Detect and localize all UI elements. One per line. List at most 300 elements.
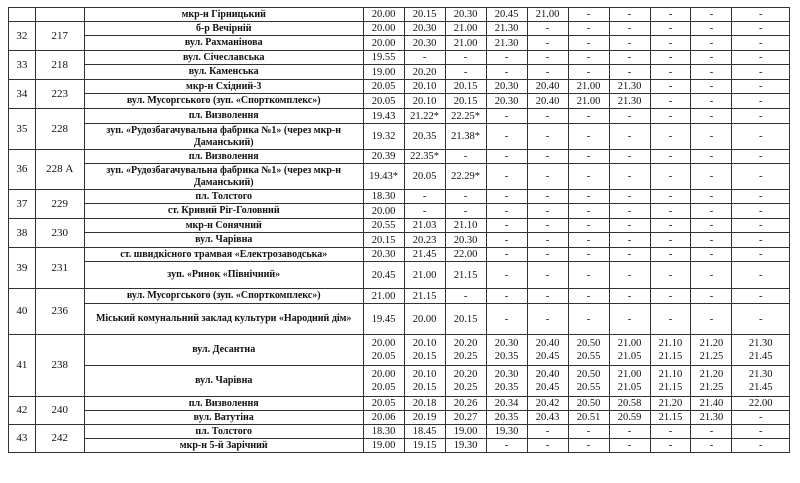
row-number: 33: [9, 51, 36, 80]
stop-name: мкр-н Гірницький: [84, 8, 363, 22]
departure-time: 20.00 20.05: [363, 366, 404, 397]
stop-name: ст. Кривий Ріг-Головний: [84, 204, 363, 219]
departure-time: -: [486, 304, 527, 335]
departure-time: -: [527, 51, 568, 65]
departure-time: -: [732, 304, 790, 335]
route-number: 218: [35, 51, 84, 80]
schedule-row: [9, 22, 790, 36]
departure-time: -: [650, 65, 691, 80]
route-number: [35, 8, 84, 22]
departure-time: 21.30: [486, 36, 527, 51]
row-number: 36: [9, 150, 36, 190]
departure-time: 21.00: [568, 94, 609, 109]
departure-time: -: [486, 51, 527, 65]
departure-time: -: [609, 51, 650, 65]
schedule-row: [9, 335, 790, 366]
departure-time: 21.45: [404, 248, 445, 262]
departure-time: -: [691, 150, 732, 164]
route-number: 238: [35, 335, 84, 397]
schedule-row: [9, 304, 790, 335]
departure-time: 20.30: [363, 248, 404, 262]
route-number: 223: [35, 80, 84, 109]
departure-time: -: [568, 204, 609, 219]
departure-time: -: [486, 439, 527, 453]
schedule-row: [9, 262, 790, 289]
departure-time: -: [732, 22, 790, 36]
departure-time: 19.43*: [363, 164, 404, 190]
departure-time: -: [486, 262, 527, 289]
departure-time: -: [568, 36, 609, 51]
departure-time: -: [445, 204, 486, 219]
departure-time: 20.42: [527, 397, 568, 411]
departure-time: -: [609, 439, 650, 453]
departure-time: -: [568, 124, 609, 150]
departure-time: -: [486, 219, 527, 233]
departure-time: -: [732, 248, 790, 262]
departure-time: 20.45: [363, 262, 404, 289]
departure-time: -: [609, 304, 650, 335]
departure-time: 21.30: [486, 22, 527, 36]
schedule-row: [9, 65, 790, 80]
departure-time: 20.18: [404, 397, 445, 411]
departure-time: 20.35: [486, 411, 527, 425]
stop-name: вул. Каменська: [84, 65, 363, 80]
departure-time: -: [650, 190, 691, 204]
departure-time: -: [609, 36, 650, 51]
departure-time: -: [732, 219, 790, 233]
departure-time: -: [650, 36, 691, 51]
stop-name: пл. Визволення: [84, 397, 363, 411]
departure-time: 19.00: [363, 439, 404, 453]
departure-time: 21.20 21.25: [691, 366, 732, 397]
departure-time: -: [732, 204, 790, 219]
departure-time: 20.15: [445, 304, 486, 335]
departure-time: -: [486, 248, 527, 262]
departure-time: 19.45: [363, 304, 404, 335]
departure-time: -: [609, 109, 650, 124]
stop-name: пл. Толстого: [84, 190, 363, 204]
departure-time: -: [732, 439, 790, 453]
departure-time: -: [609, 204, 650, 219]
departure-time: -: [445, 65, 486, 80]
stop-name: пл. Визволення: [84, 150, 363, 164]
departure-time: -: [650, 94, 691, 109]
departure-time: 20.20: [404, 65, 445, 80]
departure-time: 20.05: [363, 80, 404, 94]
departure-time: 20.30: [404, 36, 445, 51]
departure-time: -: [527, 65, 568, 80]
schedule-container: [8, 7, 790, 453]
schedule-body: [9, 8, 790, 453]
stop-name: ст. швидкісного трамвая «Електрозаводська»: [84, 248, 363, 262]
departure-time: -: [527, 150, 568, 164]
departure-time: -: [650, 80, 691, 94]
departure-time: 20.50 20.55: [568, 366, 609, 397]
departure-time: -: [691, 65, 732, 80]
departure-time: -: [650, 248, 691, 262]
schedule-row: [9, 109, 790, 124]
departure-time: -: [691, 262, 732, 289]
stop-name: мкр-н Сонячний: [84, 219, 363, 233]
departure-time: 19.43: [363, 109, 404, 124]
departure-time: -: [691, 80, 732, 94]
schedule-row: [9, 411, 790, 425]
departure-time: -: [486, 233, 527, 248]
stop-name: вул. Мусоргського (зуп. «Спорткомплекс»): [84, 94, 363, 109]
schedule-row: [9, 248, 790, 262]
departure-time: 20.06: [363, 411, 404, 425]
departure-time: -: [732, 109, 790, 124]
row-number: 38: [9, 219, 36, 248]
departure-time: 20.15: [445, 80, 486, 94]
row-number: 39: [9, 248, 36, 289]
departure-time: 20.30: [445, 233, 486, 248]
stop-name: вул. Рахманінова: [84, 36, 363, 51]
departure-time: -: [691, 304, 732, 335]
departure-time: -: [527, 219, 568, 233]
schedule-row: [9, 439, 790, 453]
departure-time: -: [650, 439, 691, 453]
departure-time: -: [527, 204, 568, 219]
departure-time: 20.10: [404, 80, 445, 94]
departure-time: -: [609, 190, 650, 204]
departure-time: 20.39: [363, 150, 404, 164]
departure-time: -: [691, 425, 732, 439]
departure-time: 21.10 21.15: [650, 335, 691, 366]
departure-time: 20.55: [363, 219, 404, 233]
departure-time: -: [732, 262, 790, 289]
stop-name: вул. Чарівна: [84, 233, 363, 248]
departure-time: -: [691, 94, 732, 109]
departure-time: -: [650, 289, 691, 304]
departure-time: -: [691, 36, 732, 51]
departure-time: -: [650, 22, 691, 36]
departure-time: 22.29*: [445, 164, 486, 190]
departure-time: 22.00: [445, 248, 486, 262]
departure-time: -: [732, 164, 790, 190]
departure-time: -: [527, 36, 568, 51]
departure-time: -: [486, 190, 527, 204]
departure-time: 21.30 21.45: [732, 366, 790, 397]
departure-time: -: [650, 164, 691, 190]
departure-time: 19.00: [363, 65, 404, 80]
departure-time: 20.30 20.35: [486, 335, 527, 366]
departure-time: 20.45: [486, 8, 527, 22]
departure-time: 20.20 20.25: [445, 366, 486, 397]
stop-name: зуп. «Рудозбагачувальна фабрика №1» (через мкр-н Даманський): [84, 164, 363, 190]
departure-time: 21.10 21.15: [650, 366, 691, 397]
route-number: 229: [35, 190, 84, 219]
schedule-row: [9, 80, 790, 94]
departure-time: -: [568, 262, 609, 289]
departure-time: -: [527, 22, 568, 36]
departure-time: 20.15: [363, 233, 404, 248]
departure-time: 21.22*: [404, 109, 445, 124]
departure-time: -: [650, 425, 691, 439]
departure-time: 20.10: [404, 94, 445, 109]
departure-time: 22.35*: [404, 150, 445, 164]
departure-time: 20.20 20.25: [445, 335, 486, 366]
stop-name: вул. Чарівна: [84, 366, 363, 397]
departure-time: -: [609, 150, 650, 164]
row-number: 37: [9, 190, 36, 219]
row-number: [9, 8, 36, 22]
departure-time: -: [732, 233, 790, 248]
departure-time: 21.15: [445, 262, 486, 289]
row-number: 34: [9, 80, 36, 109]
departure-time: -: [609, 425, 650, 439]
departure-time: 21.03: [404, 219, 445, 233]
departure-time: -: [609, 262, 650, 289]
departure-time: -: [691, 233, 732, 248]
departure-time: -: [732, 8, 790, 22]
departure-time: 21.30: [609, 94, 650, 109]
schedule-row: [9, 204, 790, 219]
route-number: 230: [35, 219, 84, 248]
departure-time: 21.00: [363, 289, 404, 304]
departure-time: 21.30 21.45: [732, 335, 790, 366]
departure-time: 20.00: [363, 22, 404, 36]
stop-name: вул. Десантна: [84, 335, 363, 366]
departure-time: -: [568, 425, 609, 439]
departure-time: -: [650, 233, 691, 248]
schedule-row: [9, 164, 790, 190]
departure-time: -: [568, 150, 609, 164]
departure-time: -: [568, 8, 609, 22]
departure-time: -: [691, 124, 732, 150]
departure-time: -: [568, 304, 609, 335]
departure-time: -: [691, 109, 732, 124]
departure-time: -: [691, 289, 732, 304]
departure-time: -: [568, 233, 609, 248]
departure-time: -: [568, 51, 609, 65]
schedule-row: [9, 94, 790, 109]
route-number: 231: [35, 248, 84, 289]
stop-name: вул. Січеславська: [84, 51, 363, 65]
departure-time: -: [732, 411, 790, 425]
row-number: 35: [9, 109, 36, 150]
departure-time: -: [568, 439, 609, 453]
row-number: 42: [9, 397, 36, 425]
schedule-row: [9, 366, 790, 397]
stop-name: Міський комунальний заклад культури «Народний дім»: [84, 304, 363, 335]
departure-time: -: [732, 124, 790, 150]
departure-time: 21.00 21.05: [609, 366, 650, 397]
route-number: 217: [35, 22, 84, 51]
row-number: 32: [9, 22, 36, 51]
departure-time: -: [486, 124, 527, 150]
departure-time: -: [732, 150, 790, 164]
departure-time: 20.58: [609, 397, 650, 411]
departure-time: -: [609, 8, 650, 22]
departure-time: -: [732, 94, 790, 109]
departure-time: -: [650, 219, 691, 233]
schedule-row: [9, 190, 790, 204]
departure-time: -: [568, 109, 609, 124]
bus-schedule-table: [8, 7, 790, 453]
schedule-row: [9, 150, 790, 164]
departure-time: 20.00: [363, 36, 404, 51]
departure-time: -: [732, 425, 790, 439]
departure-time: -: [527, 289, 568, 304]
departure-time: 22.00: [732, 397, 790, 411]
row-number: 43: [9, 425, 36, 453]
departure-time: 20.10 20.15: [404, 366, 445, 397]
departure-time: 20.40: [527, 94, 568, 109]
stop-name: вул. Мусоргського (зуп. «Спорткомплекс»): [84, 289, 363, 304]
departure-time: -: [732, 51, 790, 65]
schedule-row: [9, 289, 790, 304]
departure-time: -: [568, 65, 609, 80]
departure-time: 21.00: [445, 22, 486, 36]
departure-time: -: [445, 289, 486, 304]
departure-time: 20.26: [445, 397, 486, 411]
departure-time: 20.05: [404, 164, 445, 190]
departure-time: 20.51: [568, 411, 609, 425]
departure-time: -: [527, 248, 568, 262]
stop-name: мкр-н Східний-3: [84, 80, 363, 94]
departure-time: 21.15: [404, 289, 445, 304]
schedule-row: [9, 51, 790, 65]
departure-time: 20.40 20.45: [527, 366, 568, 397]
schedule-row: [9, 219, 790, 233]
departure-time: -: [486, 289, 527, 304]
departure-time: 19.15: [404, 439, 445, 453]
departure-time: 20.30: [486, 80, 527, 94]
departure-time: -: [486, 150, 527, 164]
departure-time: 20.00 20.05: [363, 335, 404, 366]
departure-time: 20.05: [363, 94, 404, 109]
departure-time: 21.30: [691, 411, 732, 425]
departure-time: 20.40: [527, 80, 568, 94]
departure-time: -: [568, 22, 609, 36]
departure-time: -: [650, 304, 691, 335]
departure-time: 20.00: [404, 304, 445, 335]
departure-time: -: [527, 233, 568, 248]
departure-time: 21.20: [650, 397, 691, 411]
schedule-row: [9, 425, 790, 439]
departure-time: -: [650, 204, 691, 219]
departure-time: -: [650, 8, 691, 22]
departure-time: -: [609, 248, 650, 262]
departure-time: 20.35: [404, 124, 445, 150]
departure-time: -: [404, 51, 445, 65]
departure-time: 20.15: [445, 94, 486, 109]
departure-time: -: [527, 164, 568, 190]
departure-time: -: [445, 150, 486, 164]
departure-time: -: [527, 304, 568, 335]
departure-time: -: [650, 124, 691, 150]
departure-time: 21.30: [609, 80, 650, 94]
departure-time: -: [732, 80, 790, 94]
departure-time: -: [691, 439, 732, 453]
departure-time: 18.30: [363, 190, 404, 204]
departure-time: 20.15: [404, 8, 445, 22]
departure-time: 21.10: [445, 219, 486, 233]
schedule-row: [9, 36, 790, 51]
departure-time: -: [650, 150, 691, 164]
departure-time: 20.23: [404, 233, 445, 248]
departure-time: 21.40: [691, 397, 732, 411]
departure-time: 21.00: [568, 80, 609, 94]
departure-time: 19.00: [445, 425, 486, 439]
departure-time: 21.00: [445, 36, 486, 51]
stop-name: б-р Вечірній: [84, 22, 363, 36]
departure-time: 20.05: [363, 397, 404, 411]
departure-time: -: [486, 109, 527, 124]
departure-time: 21.00 21.05: [609, 335, 650, 366]
departure-time: 21.20 21.25: [691, 335, 732, 366]
route-number: 228 А: [35, 150, 84, 190]
route-number: 236: [35, 289, 84, 335]
departure-time: -: [691, 164, 732, 190]
departure-time: -: [486, 164, 527, 190]
departure-time: -: [732, 65, 790, 80]
departure-time: -: [609, 65, 650, 80]
departure-time: -: [609, 164, 650, 190]
departure-time: 20.30: [486, 94, 527, 109]
departure-time: -: [568, 190, 609, 204]
departure-time: -: [527, 439, 568, 453]
departure-time: -: [527, 109, 568, 124]
departure-time: 18.45: [404, 425, 445, 439]
departure-time: -: [609, 289, 650, 304]
schedule-row: [9, 233, 790, 248]
departure-time: 22.25*: [445, 109, 486, 124]
departure-time: -: [527, 425, 568, 439]
departure-time: -: [568, 164, 609, 190]
route-number: 228: [35, 109, 84, 150]
departure-time: 19.30: [445, 439, 486, 453]
departure-time: -: [732, 289, 790, 304]
departure-time: -: [732, 36, 790, 51]
departure-time: -: [445, 51, 486, 65]
departure-time: -: [650, 109, 691, 124]
departure-time: 20.00: [363, 204, 404, 219]
departure-time: 21.15: [650, 411, 691, 425]
departure-time: -: [691, 204, 732, 219]
departure-time: -: [609, 233, 650, 248]
departure-time: -: [568, 219, 609, 233]
departure-time: 20.27: [445, 411, 486, 425]
departure-time: -: [650, 262, 691, 289]
stop-name: пл. Толстого: [84, 425, 363, 439]
departure-time: 20.30: [404, 22, 445, 36]
stop-name: мкр-н 5-й Зарічний: [84, 439, 363, 453]
departure-time: -: [404, 190, 445, 204]
schedule-row: [9, 8, 790, 22]
departure-time: -: [527, 190, 568, 204]
departure-time: -: [404, 204, 445, 219]
schedule-row: [9, 124, 790, 150]
departure-time: 20.10 20.15: [404, 335, 445, 366]
departure-time: -: [527, 262, 568, 289]
departure-time: -: [691, 8, 732, 22]
departure-time: 20.19: [404, 411, 445, 425]
schedule-row: [9, 397, 790, 411]
stop-name: вул. Ватутіна: [84, 411, 363, 425]
route-number: 242: [35, 425, 84, 453]
departure-time: 20.34: [486, 397, 527, 411]
stop-name: зуп. «Рудозбагачувальна фабрика №1» (через мкр-н Даманський): [84, 124, 363, 150]
departure-time: 19.32: [363, 124, 404, 150]
stop-name: пл. Визволення: [84, 109, 363, 124]
departure-time: 20.30: [445, 8, 486, 22]
departure-time: 20.43: [527, 411, 568, 425]
departure-time: 20.40 20.45: [527, 335, 568, 366]
departure-time: 20.00: [363, 8, 404, 22]
departure-time: -: [609, 22, 650, 36]
